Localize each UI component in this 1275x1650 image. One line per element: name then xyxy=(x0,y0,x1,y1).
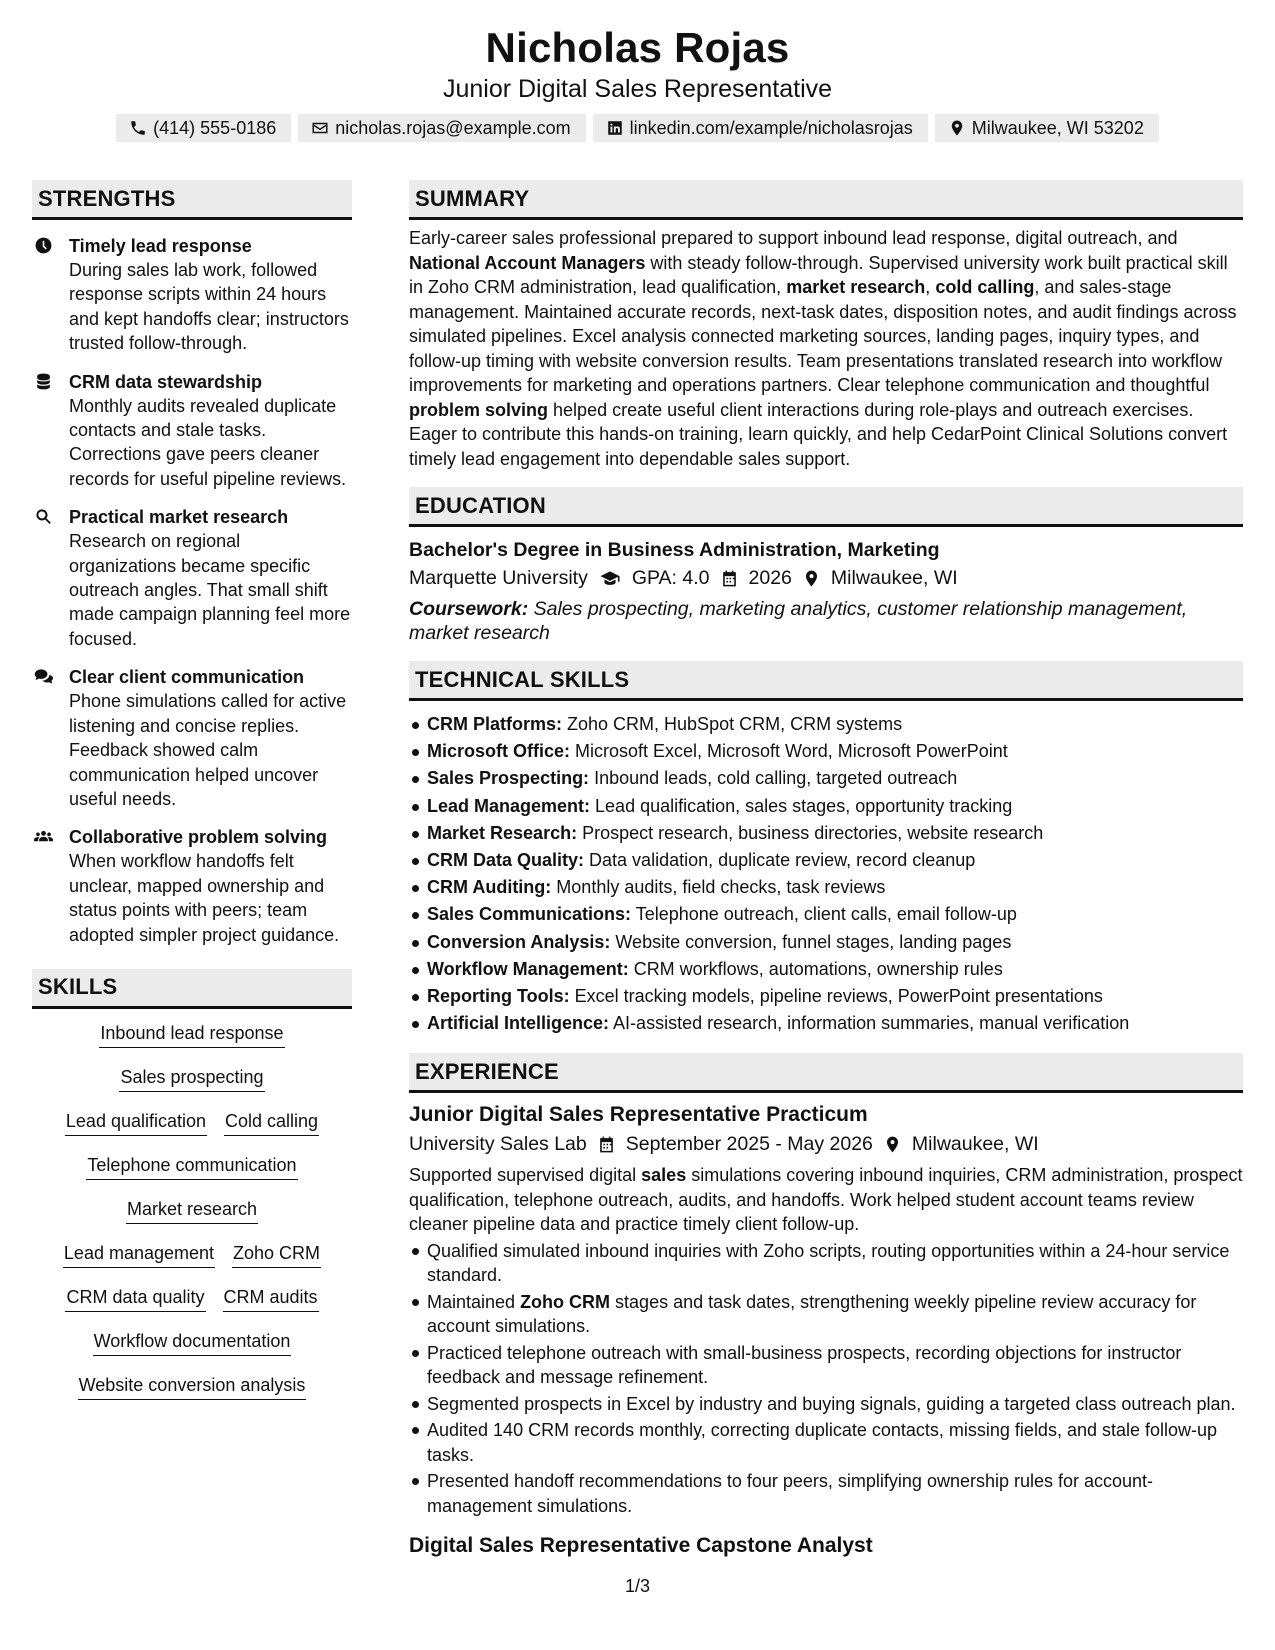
page-number: 1/3 xyxy=(624,1576,651,1596)
list-item: Microsoft Office: Microsoft Excel, Microsoft Word, Microsoft PowerPoint xyxy=(409,738,1243,765)
list-item: Market Research: Prospect research, business directories, website research xyxy=(409,820,1243,847)
job-dates: September 2025 - May 2026 xyxy=(625,1133,873,1156)
skill-tag: CRM audits xyxy=(223,1285,319,1312)
education-heading: EDUCATION xyxy=(409,487,1243,527)
clock-icon xyxy=(34,236,53,255)
strength-title: CRM data stewardship xyxy=(69,371,263,392)
list-item: Practiced telephone outreach with small-business prospects, recording objections for instructor feedback and message refinement. xyxy=(409,1341,1243,1390)
phone-icon xyxy=(129,119,147,137)
skill-tag: Market research xyxy=(126,1197,258,1224)
strength-text: Phone simulations called for active listening and concise replies. Feedback showed calm communication helped uncover useful needs. xyxy=(69,691,347,809)
skill-tag: Lead qualification xyxy=(65,1109,207,1136)
list-item: CRM Platforms: Zoho CRM, HubSpot CRM, CRM systems xyxy=(409,711,1243,738)
calendar-icon xyxy=(720,569,739,588)
list-item: Workflow Management: CRM workflows, automations, ownership rules xyxy=(409,956,1243,983)
strengths-heading: STRENGTHS xyxy=(32,180,352,220)
email-icon xyxy=(311,119,329,137)
school-location: Milwaukee, WI xyxy=(830,567,958,589)
strength-text: When workflow handoffs felt unclear, mapped ownership and status points with peers; team adopted simpler project guidance. xyxy=(69,851,340,945)
list-item: Qualified simulated inbound inquiries with Zoho scripts, routing opportunities within a 24-hour service standard. xyxy=(409,1239,1243,1288)
contact-email-text: nicholas.rojas@example.com xyxy=(335,117,571,138)
linkedin-icon xyxy=(606,119,624,137)
summary-text: Early-career sales professional prepared to support inbound lead response, digital outreach, and National Account Managers with steady follow-through. Supervised university work built practical skill in Zoho CRM administration, lead qualification, market research, cold calling, and sales-stage management. Maintained accurate records, next-task dates, disposition notes, and audit findings across simulated pipelines. Excel analysis connected marketing sources, landing pages, inquiry types, and follow-up timing with website conversion results. Team presentations translated research into workflow improvements for marketing and operations partners. Clear telephone communication and thoughtful problem solving helped create useful client interactions during role-plays and outreach exercises. Eager to contribute this hands-on training, learn quickly, and help CedarPoint Clinical Solutions convert timely lead engagement into dependable sales support. xyxy=(409,228,1237,469)
strength-item xyxy=(32,234,352,356)
strength-title: Timely lead response xyxy=(69,236,252,256)
list-item: Maintained Zoho CRM stages and task dates, strengthening weekly pipeline review accuracy for account simulations. xyxy=(409,1290,1243,1339)
candidate-name: Nicholas Rojas xyxy=(485,24,790,71)
users-icon xyxy=(34,827,53,846)
strength-item xyxy=(32,505,352,651)
list-item: Audited 140 CRM records monthly, correcting duplicate contacts, missing fields, and stale follow-up tasks. xyxy=(409,1418,1243,1467)
contact-linkedin-text: linkedin.com/example/nicholasrojas xyxy=(629,117,913,138)
graduation-year: 2026 xyxy=(748,567,792,589)
contact-location-text: Milwaukee, WI 53202 xyxy=(971,117,1144,138)
education-meta xyxy=(409,563,1243,593)
gpa: GPA: 4.0 xyxy=(631,567,710,589)
job-bullets xyxy=(409,1239,1243,1519)
graduation-cap-icon xyxy=(598,569,622,588)
list-item: Reporting Tools: Excel tracking models, pipeline reviews, PowerPoint presentations xyxy=(409,983,1243,1010)
degree-title: Bachelor's Degree in Business Administration, Marketing xyxy=(409,539,940,561)
list-item: Conversion Analysis: Website conversion, funnel stages, landing pages xyxy=(409,929,1243,956)
strength-item xyxy=(32,825,352,947)
contact-email[interactable] xyxy=(298,114,585,142)
list-item: Segmented prospects in Excel by industry and buying signals, guiding a targeted class outreach plan. xyxy=(409,1392,1243,1417)
chat-icon xyxy=(34,667,53,686)
strength-text: Research on regional organizations became specific outreach angles. That small shift made campaign planning feel more focused. xyxy=(69,531,351,649)
skill-tag: Website conversion analysis xyxy=(78,1373,307,1400)
skill-tag: Lead management xyxy=(63,1241,215,1268)
school-name: Marquette University xyxy=(409,567,588,589)
technical-skills-list xyxy=(409,711,1243,1037)
location-icon xyxy=(883,1135,902,1154)
skills-list xyxy=(32,1021,352,1400)
skill-tag: Zoho CRM xyxy=(232,1241,321,1268)
search-icon xyxy=(34,507,53,526)
location-icon xyxy=(948,119,966,137)
left-column xyxy=(32,180,352,1400)
contact-linkedin[interactable] xyxy=(593,114,928,142)
list-item: CRM Auditing: Monthly audits, field checks, task reviews xyxy=(409,874,1243,901)
skills-heading: SKILLS xyxy=(32,969,352,1009)
list-item: Artificial Intelligence: AI-assisted research, information summaries, manual verification xyxy=(409,1010,1243,1037)
skill-tag: CRM data quality xyxy=(65,1285,205,1312)
calendar-icon xyxy=(597,1135,616,1154)
job-title: Digital Sales Representative Capstone Analyst xyxy=(409,1534,873,1558)
strength-text: Monthly audits revealed duplicate contacts and stale tasks. Corrections gave peers cleaner records for useful pipeline reviews. xyxy=(69,395,347,489)
list-item: Presented handoff recommendations to four peers, simplifying ownership rules for account-management simulations. xyxy=(409,1469,1243,1518)
location-icon xyxy=(802,569,821,588)
contact-phone-text: (414) 555-0186 xyxy=(153,117,277,138)
job-description: Supported supervised digital sales simulations covering inbound inquiries, CRM administration, prospect qualification, telephone outreach, audits, and handoffs. Work helped student account teams review cleaner pipeline data and practice timely client follow-up. xyxy=(409,1165,1243,1235)
contact-location xyxy=(935,114,1159,142)
list-item: CRM Data Quality: Data validation, duplicate review, record cleanup xyxy=(409,847,1243,874)
contact-phone[interactable] xyxy=(116,114,291,142)
experience-heading: EXPERIENCE xyxy=(409,1053,1243,1093)
contact-bar xyxy=(0,114,1275,142)
strength-item xyxy=(32,665,352,811)
strength-title: Practical market research xyxy=(69,507,289,528)
strength-item xyxy=(32,370,352,492)
strength-text: During sales lab work, followed response scripts within 24 hours and kept handoffs clear; instructors trusted follow-through. xyxy=(69,260,349,354)
resume-header xyxy=(0,22,1275,142)
skill-tag: Sales prospecting xyxy=(119,1065,264,1092)
coursework: Coursework: Sales prospecting, marketing analytics, customer relationship management, market research xyxy=(409,598,1188,644)
skill-tag: Workflow documentation xyxy=(93,1329,292,1356)
list-item: Sales Communications: Telephone outreach, client calls, email follow-up xyxy=(409,901,1243,928)
skill-tag: Telephone communication xyxy=(86,1153,297,1180)
summary-heading: SUMMARY xyxy=(409,180,1243,220)
database-icon xyxy=(34,372,53,391)
list-item: Sales Prospecting: Inbound leads, cold calling, targeted outreach xyxy=(409,765,1243,792)
job-organization: University Sales Lab xyxy=(409,1133,587,1156)
technical-skills-heading: TECHNICAL SKILLS xyxy=(409,661,1243,701)
job-meta xyxy=(409,1129,1243,1159)
skill-tag: Cold calling xyxy=(224,1109,319,1136)
right-column xyxy=(409,180,1243,1560)
job-title: Junior Digital Sales Representative Practicum xyxy=(409,1103,868,1127)
candidate-title: Junior Digital Sales Representative xyxy=(442,75,833,103)
strength-title: Collaborative problem solving xyxy=(69,827,328,848)
job-location: Milwaukee, WI xyxy=(911,1133,1039,1156)
strength-title: Clear client communication xyxy=(69,667,305,688)
skill-tag: Inbound lead response xyxy=(99,1021,284,1048)
list-item: Lead Management: Lead qualification, sales stages, opportunity tracking xyxy=(409,793,1243,820)
